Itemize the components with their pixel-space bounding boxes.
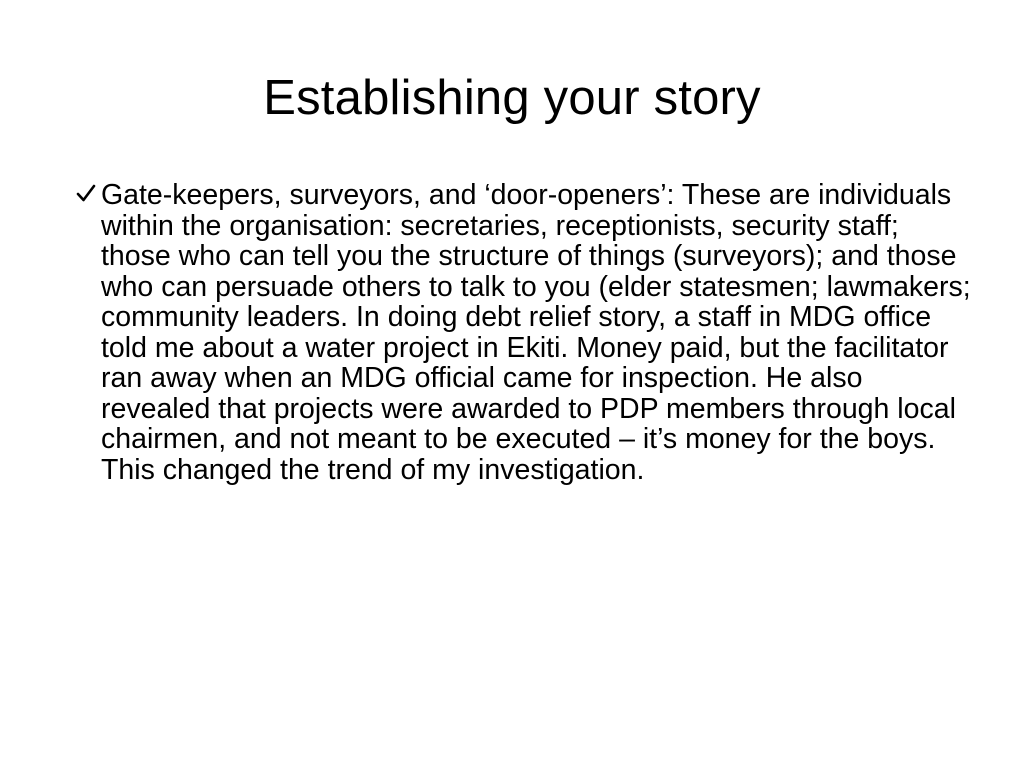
slide-title: Establishing your story: [263, 71, 761, 125]
list-item: [75, 180, 975, 485]
check-icon: [75, 183, 97, 205]
bullet-list: [75, 180, 975, 485]
bullet-text: Gate-keepers, surveyors, and ‘door-openers’: These are individuals within the organisation: secretaries, receptionists, security staff; those who can tell you the structure of things (surveyors); and those who can persuade others to talk to you (elder statesmen; lawmakers; community leaders. In doing debt relief story, a staff in MDG office told me about a water project in Ekiti. Money paid, but the facilitator ran away when an MDG official came for inspection. He also revealed that projects were awarded to PDP members through local chairmen, and not meant to be executed – it’s money for the boys. This changed the trend of my investigation.: [101, 179, 971, 486]
